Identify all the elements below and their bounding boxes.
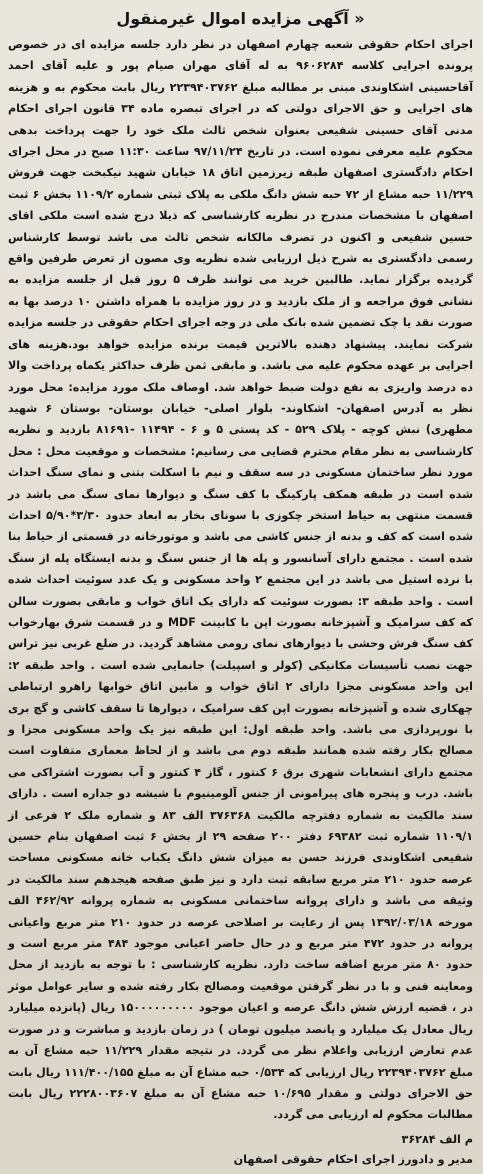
notice-footer — [8, 1130, 473, 1170]
reference-number: م الف ۳۶۲۸۴ — [401, 1132, 473, 1146]
notice-body: اجرای احکام حقوقی شعبه چهارم اصفهان در نظر دارد جلسه مزایده ای در خصوص پرونده اجرایی کلاسه ۹۶۰۶۲۸۴ به له آقای مهران صیام پور و علیه آقای احمد آقاحسینی اشکاوندی مبنی بر مطالبه مبلغ ۲۲۳۹۴۰۳۷۶۲ ریال بابت محکوم به و هزینه های اجرایی و حق الاجرای دولتی که در اجرای تبصره ماده ۳۴ قانون اجرای احکام مدنی آقای حسینی شفیعی بعنوان شخص ثالث ملک خود را جهت پرداخت بدهی محکوم علیه معرفی نموده است. در تاریخ ۹۷/۱۱/۲۴ ساعت ۱۱:۳۰ صبح در محل اجرای احکام دادگستری اصفهان طبقه زیرزمین اتاق ۱۸ خیابان شهید نیکبخت جهت فروش ۱۱/۲۲۹ حبه مشاع از ۷۲ حبه شش دانگ ملکی به پلاک ثبتی شماره ۱۱۰۹/۲ بخش ۶ ثبت اصفهان با مشخصات مندرج در نظریه کارشناسی که ذیلا درج شده است ملکی اقای حسین شفیعی و اکنون در تصرف مالکانه شخص ثالث می باشد توسط کارشناس رسمی دادگستری به شرح ذیل ارزیابی شده نظریه وی مصون از تعرض طرفین واقع گردیده برگزار نماید. طالبین خرید می توانند ظرف ۵ روز قبل از جلسه مزایده به نشانی فوق مراجعه و از ملک بازدید و در روز مزایده با همراه داشتن ۱۰ درصد بها به صورت نقد یا چک تضمین شده بانک ملی در وجه اجرای احکام حقوقی در جلسه مزایده شرکت نمایند. پیشنهاد دهنده بالاترین قیمت برنده مزایده خواهد بود.هزینه های اجرایی بر عهده محکوم علیه می باشد. و مابقی ثمن ظرف حداکثر یکماه پرداخت والا ده درصد واریزی به نفع دولت ضبط خواهد شد. اوصاف ملک مورد مزایده: محل مورد نظر به آدرس اصفهان- اشکاوند- بلوار اصلی- خیابان بوستان- بوستان ۶ شهید مطهری) نبش کوچه - پلاک ۵۲۹ - کد پستی ۵ و ۶ - ۱۱۴۹۴ -۸۱۶۹۱ بازدید و نظریه کارشناسی به نظر مقام محترم قضایی می رسانیم: مشخصات و موقعیت محل : محل مورد نظر ساختمان مسکونی در سه سقف و نیم با اسکلت بتنی و نمای سنگ احداث شده است در طبقه همکف پارکینگ با کف سنگ و دیوارها نمای سنگ می باشد در قسمت منتهی به حیاط استخر چکوزی با سونای بخار به ابعاد حدود ۳/۳۰*۵/۹۰ احداث شده است که کف و بدنه از جنس کاشی می باشد و موتورخانه در قسمتی از حیاط بنا شده است . مجتمع دارای آسانسور و پله ها از جنس سنگ و بدنه ایستگاه پله از سنگ با نرده استیل می باشد در این مجتمع ۲ واحد مسکونی و یک عدد سوئیت احداث شده است . واحد طبقه ۳: بصورت سوئیت که دارای یک اتاق خواب و مابقی بصورت سالن که کف سرامیک و آشپزخانه بصورت اپن با کابینت MDF و در قسمت شرق بهارخواب کف سنگ فرش وحشی با دیوارهای نمای رومی مشاهد گردید. در ضلع غربی نیز تراس جهت نصب تأسیسات مکانیکی (کولر و اسپیلت) جانمایی شده است . واحد طبقه ۲: این واحد مسکونی مجزا دارای ۲ اتاق خواب و مابین اتاق خوابها راهرو ارتباطی چهکاری شده و آشپزخانه بصورت اپن کف سرامیک ، دیوارها تا سقف کاشی و گچ بری با نورپردازی می باشد. واحد طبقه اول: این طبقه نیز یک واحد مسکونی مجزا و مصالح بکار رفته شده همانند طبقه دوم می باشد و از لحاظ معماری متفاوت است مجتمع دارای انشعابات شهری برق ۶ کنتور ، گاز ۴ کنتور و آب بصورت اشتراکی می باشد. درب و پنجره های پیرامونی از جنس آلومینیوم با شیشه دو جداره است . دارای سند مالکیت به شماره دفترچه مالکیت ۳۷۶۳۶۸ الف ۸۳ و شماره ملک ۲ فرعی از ۱۱۰۹/۱ شماره ثبت ۶۹۳۸۲ دفتر ۲۰۰ صفحه ۲۹ از بخش ۶ ثبت اصفهان بنام حسین شفیعی اشکاوندی فرزند حسن به میزان شش دانگ یکباب خانه مسکونی مساحت عرصه حدود ۲۱۰ متر مربع سابقه ثبت دارد و نیز طبق صفحه هیجدهم سند مالکیت در وثیقه می باشد و دارای پروانه ساختمانی مسکونی به شماره پروانه ۴۶۲/۹۲ الف مورخه ۱۳۹۲/۰۳/۱۸ پس از رعایت بر اصلاحی عرصه در حدود ۲۱۰ متر مربع واعیانی پروانه در حدود ۴۷۲ متر مربع و در حال حاضر اعیانی موجود ۴۸۴ متر مربع است و حدود ۸۰ متر مربع اضافه ساخت دارد. نظریه کارشناسی : با توجه به بازدید از محل ومعاینه فنی و با در نظر گرفتن موقعیت ومصالح بکار رفته شده و سایر عوامل موثر در ، قضیه ارزش شش دانگ عرصه و اعیان موجود ۱۵۰۰۰۰۰۰۰۰۰ ریال (پانزده میلیارد ریال معادل یک میلیارد و پانصد میلیون تومان ) در زمان بازدید و مباشرت و در صورت عدم تعارض ارزیابی واعلام نظر می گردد. در نتیجه مقدار ۱۱/۲۲۹ حبه مشاع آن به مبلغ ۲۲۳۹۴۰۳۷۶۲ ریال ارزیابی که ۰/۵۳۴ حبه مشاع آن به مبلغ ۱۱۱/۴۰۰/۱۵۵ ریال بابت حق الاجرای دولتی و مقدار ۱۰/۶۹۵ حبه مشاع آن به مبلغ ۲۲۲۸۰۰۳۶۰۷ ریال بابت مطالبات محکوم له ارزیابی می گردد. — [8, 38, 474, 1122]
signature-line: مدیر و دادورز اجرای احکام حقوقی اصفهان — [233, 1152, 473, 1166]
notice-title: « آگهی مزایده اموال غیرمنقول — [116, 9, 365, 28]
